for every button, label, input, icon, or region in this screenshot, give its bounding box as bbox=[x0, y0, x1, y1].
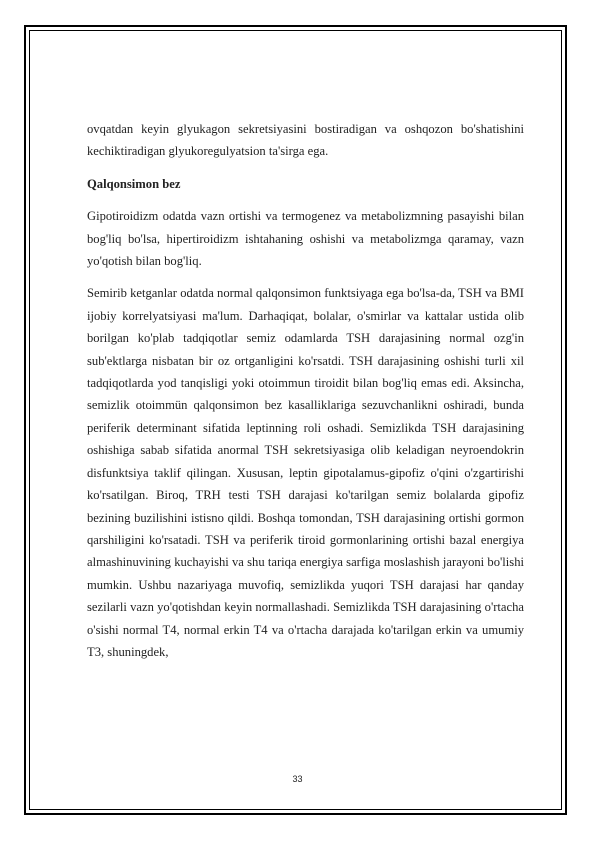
paragraph-obesity-tsh: Semirib ketganlar odatda normal qalqonsimon funktsiyaga ega bo'lsa-da, TSH va BMI ijobiy korrelyatsiyasi ma'lum. Darhaqiqat, bolalar, o'smirlar va kattalar ustida olib borilgan ko'plab tadqiqotlar semiz odamlarda TSH darajasining normal ozg'in sub'ektlarga nisbatan bir oz ortganligini ko'rsatdi. TSH darajasining oshishi turli xil tadqiqotlarda yod tanqisligi yoki otoimmun tiroidit bilan bog'liq emas edi. Aksincha, semizlik otoimmün qalqonsimon bez kasalliklariga sezuvchanlikni oshiradi, bunda periferik determinant sifatida leptinning roli oshadi. Semizlikda TSH darajasining oshishiga sabab sifatida anormal TSH sekretsiyasiga olib keladigan neyroendokrin disfunktsiya taklif qilingan. Xususan, leptin gipotalamus-gipofiz o'qini o'zgartirishi ko'rsatilgan. Biroq, TRH testi TSH darajasi ko'tarilgan semiz bolalarda gipofiz bezining buzilishini istisno qildi. Boshqa tomondan, TSH darajasining ortishi gormon qarshiligini ko'rsatadi. TSH va periferik tiroid gormonlarining ortishi bazal energiya almashinuvining kuchayishi va shu tariqa energiya sarfiga moslashish jarayoni bo'lishi mumkin. Ushbu nazariyaga muvofiq, semizlikda yuqori TSH darajasi har qanday sezilarli vazn yo'qotishdan keyin normallashadi. Semizlikda TSH darajasining o'rtacha o'sishi normal T4, normal erkin T4 va o'rtacha darajada ko'tarilgan erkin va umumiy T3, shuningdek, bbox=[87, 286, 524, 659]
paragraph-hypothyroidism: Gipotiroidizm odatda vazn ortishi va termogenez va metabolizmning pasayishi bilan bog'liq bo'lsa, hipertiroidizm ishtahaning oshishi va metabolizmga qaramay, vazn yo'qotish bilan bog'liq. bbox=[87, 209, 524, 269]
page-number: 33 bbox=[292, 774, 303, 784]
paragraph-intro: ovqatdan keyin glyukagon sekretsiyasini bostiradigan va oshqozon bo'shatishini kechiktiradigan glyukoregulyatsion ta'sirga ega. bbox=[87, 122, 524, 159]
section-heading: Qalqonsimon bez bbox=[87, 176, 181, 191]
document-body bbox=[87, 118, 524, 673]
